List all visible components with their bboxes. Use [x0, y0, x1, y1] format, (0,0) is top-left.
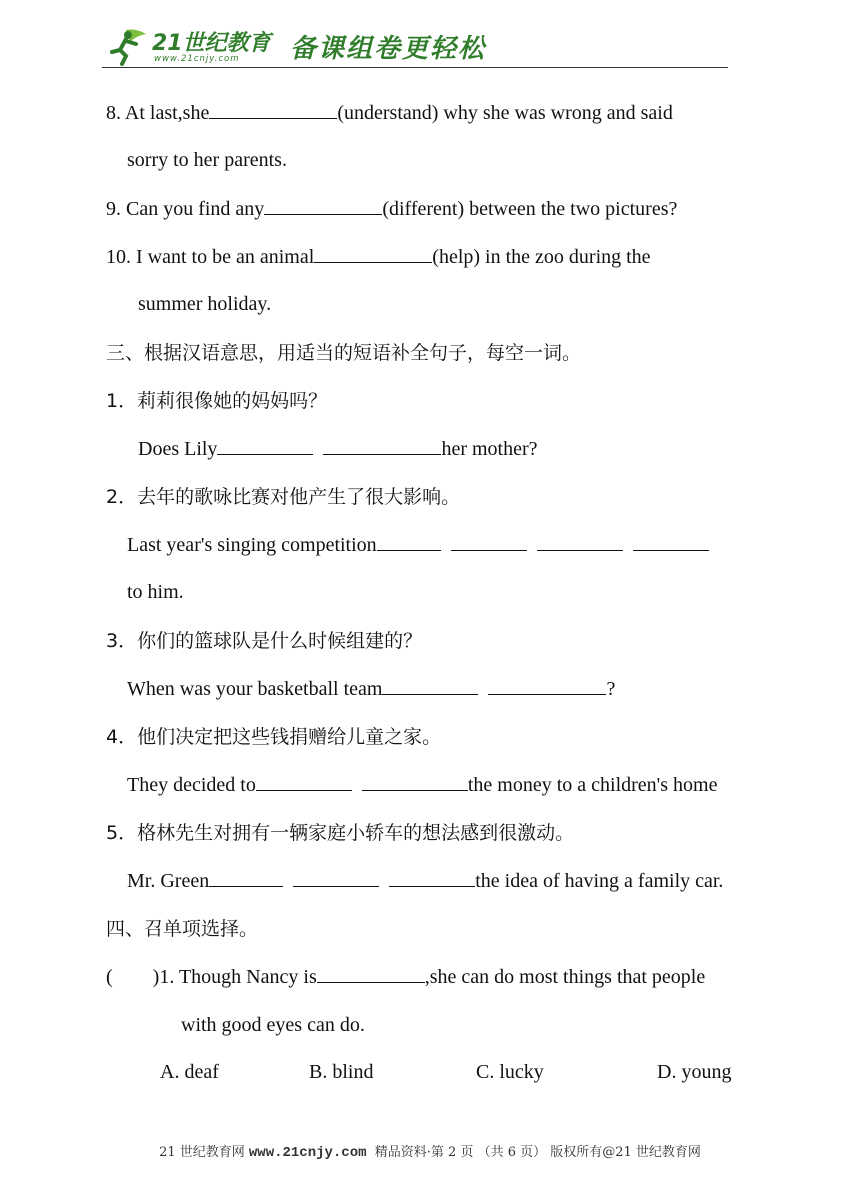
- answer-blank[interactable]: [323, 436, 441, 455]
- mc-question-1-cont: with good eyes can do.: [181, 1014, 365, 1036]
- question-10-line-2: summer holiday.: [138, 293, 272, 315]
- sentence-4-english: They decided to the money to a children's home: [127, 774, 718, 796]
- option-b[interactable]: B. blind: [309, 1061, 374, 1083]
- option-c[interactable]: C. lucky: [476, 1061, 544, 1083]
- answer-blank[interactable]: [377, 532, 441, 551]
- question-10-line-1: 10. I want to be an animal (help) in the zoo during the: [106, 246, 651, 268]
- sentence-5-english: Mr. Green the idea of having a family car.: [127, 870, 724, 892]
- question-8-line-2: sorry to her parents.: [127, 149, 287, 171]
- answer-blank[interactable]: [209, 100, 337, 119]
- answer-blank[interactable]: [293, 868, 379, 887]
- sentence-3-english: When was your basketball team ?: [127, 678, 616, 700]
- answer-blank[interactable]: [317, 964, 425, 983]
- answer-blank[interactable]: [389, 868, 475, 887]
- brand-slogan: 备课组卷更轻松: [290, 34, 487, 64]
- sentence-1-chinese: 1．莉莉很像她的妈妈吗？: [106, 390, 328, 412]
- answer-blank[interactable]: [633, 532, 709, 551]
- answer-blank[interactable]: [362, 772, 468, 791]
- sentence-2-english: Last year's singing competition: [127, 532, 709, 557]
- brand-url: www.21cnjy.com: [154, 54, 240, 64]
- answer-blank[interactable]: [209, 868, 283, 887]
- sentence-1-english: Does Lily her mother?: [138, 438, 538, 460]
- section-4-heading: 四、召单项选择。: [106, 918, 259, 940]
- mc-question-1: ( )1. Though Nancy is ,she can do most things that people: [106, 966, 706, 988]
- sentence-5-chinese: 5．格林先生对拥有一辆家庭小轿车的想法感到很激动。: [106, 822, 575, 844]
- sentence-4-chinese: 4．他们决定把这些钱捐赠给儿童之家。: [106, 726, 442, 748]
- answer-blank[interactable]: [451, 532, 527, 551]
- option-d[interactable]: D. young: [657, 1061, 732, 1083]
- answer-blank[interactable]: [382, 676, 478, 695]
- answer-blank[interactable]: [537, 532, 623, 551]
- option-a[interactable]: A. deaf: [160, 1061, 219, 1083]
- sentence-2-chinese: 2．去年的歌咏比赛对他产生了很大影响。: [106, 486, 461, 508]
- answer-blank[interactable]: [314, 244, 432, 263]
- answer-blank[interactable]: [264, 196, 382, 215]
- answer-blank[interactable]: [256, 772, 352, 791]
- answer-paren[interactable]: ( ): [106, 966, 160, 988]
- sentence-2-english-cont: to him.: [127, 581, 184, 603]
- brand-name: 21世纪教育: [152, 31, 271, 56]
- answer-blank[interactable]: [217, 436, 313, 455]
- answer-blank[interactable]: [488, 676, 606, 695]
- page-footer: 21 世纪教育网 www.21cnjy.com 精品资料·第 2 页 （共 6 页） 版权所有@21 世纪教育网: [159, 1145, 701, 1161]
- page-header: [100, 24, 730, 70]
- question-9: 9. Can you find any (different) between the two pictures?: [106, 198, 678, 220]
- header-rule: [102, 67, 728, 68]
- footer-url[interactable]: www.21cnjy.com: [248, 1145, 367, 1161]
- question-8-line-1: 8. At last,she (understand) why she was wrong and said: [106, 102, 673, 124]
- sentence-3-chinese: 3．你们的篮球队是什么时候组建的？: [106, 630, 423, 652]
- section-3-heading: 三、根据汉语意思，用适当的短语补全句子，每空一词。: [106, 342, 582, 364]
- runner-logo-icon: [106, 26, 152, 66]
